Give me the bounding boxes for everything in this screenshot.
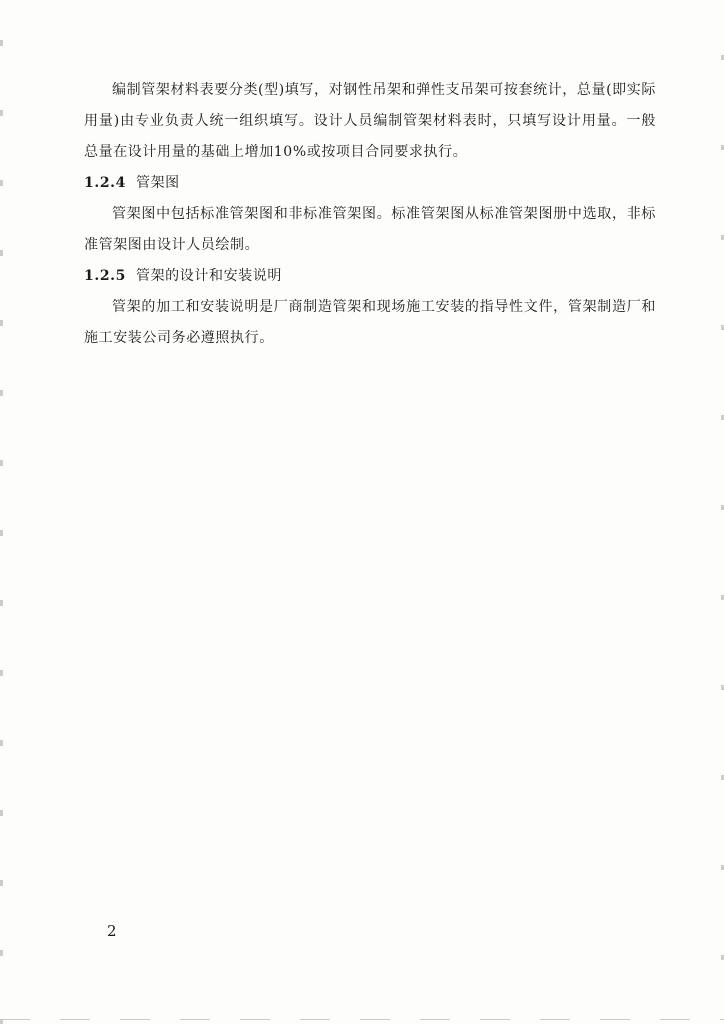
scan-edge-left [0, 0, 3, 1024]
section-title: 管架图 [135, 175, 180, 191]
scan-edge-bottom [0, 1019, 724, 1020]
section-number: 1.2.5 [84, 268, 126, 284]
section-heading-1-2-5 [84, 261, 656, 292]
paragraph-material-table: 编制管架材料表要分类(型)填写，对钢性吊架和弹性支吊架可按套统计，总量(即实际用量)由专业负责人统一组织填写。设计人员编制管架材料表时，只填写设计用量。一般总量在设计用量的基础上增加10%或按项目合同要求执行。 [84, 82, 656, 160]
paragraph-support-drawings: 管架图中包括标准管架图和非标准管架图。标准管架图从标准管架图册中选取，非标准管架图由设计人员绘制。 [84, 206, 656, 253]
section-number: 1.2.4 [84, 175, 126, 191]
paragraph-installation-notes: 管架的加工和安装说明是厂商制造管架和现场施工安装的指导性文件，管架制造厂和施工安装公司务必遵照执行。 [84, 299, 656, 346]
page-body [84, 75, 656, 354]
section-title: 管架的设计和安装说明 [135, 268, 282, 284]
section-heading-1-2-4 [84, 168, 656, 199]
page-number: 2 [107, 922, 117, 940]
